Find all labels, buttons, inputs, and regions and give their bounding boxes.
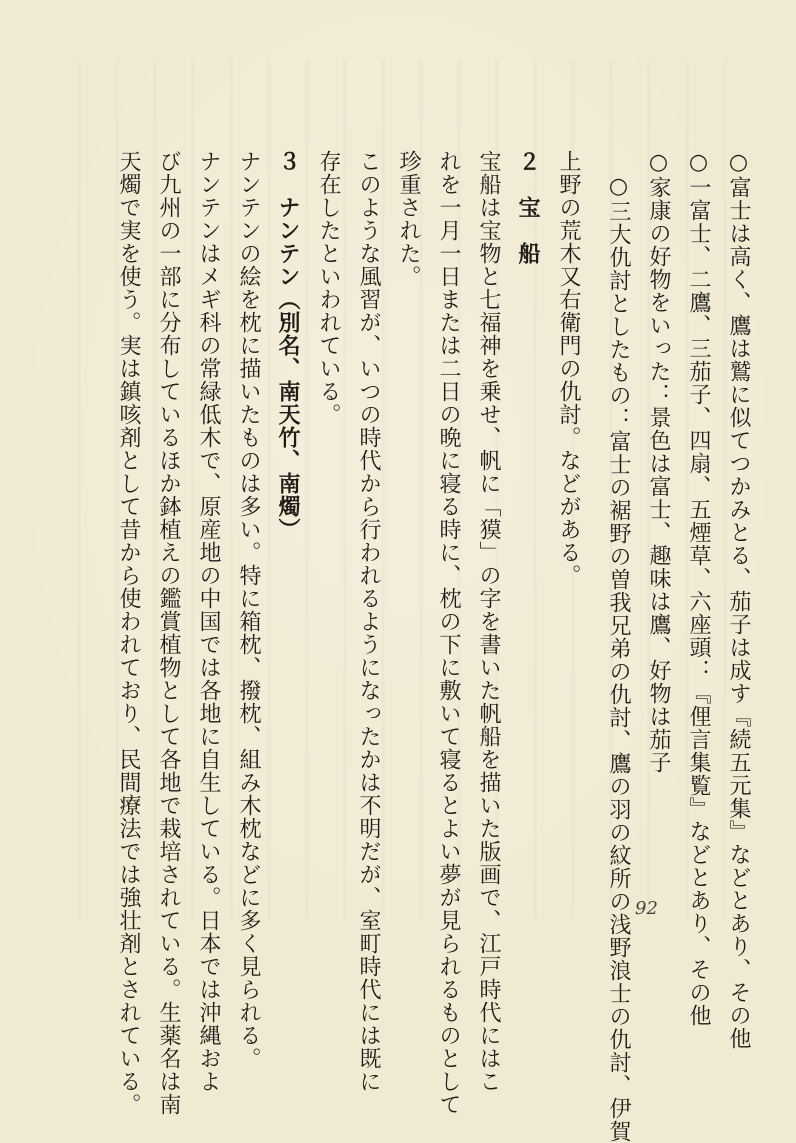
page-number: 92 [635, 898, 658, 919]
text-line: ナンテンはメギ科の常緑低木で、原産地の中国では各地に自生している。日本では沖縄およ [196, 150, 221, 1093]
text-line: ○富士は高く、鷹は鷲に似てつかみとる、茄子は成す『続五元集』などとあり、その他 [726, 150, 751, 1050]
text-line: 天燭で実を使う。実は鎮咳剤として昔から使われており、民間療法では強壮剤とされている。 [116, 150, 141, 1116]
section-heading: ２ 宝 船 [515, 150, 541, 265]
text-line: 存在したといわれている。 [316, 150, 341, 426]
text-line: ナンテンの絵を枕に描いたものは多い。特に箱枕、撥枕、組み木枕などに多く見られる。 [236, 150, 261, 1070]
text-line: ○一富士、二鷹、三茄子、四扇、五煙草、六座頭：『俚言集覧』などとあり、その他 [686, 150, 711, 1027]
section-heading: ３ ナンテン（別名、南天竹、南燭） [275, 150, 301, 541]
text-line: 宝船は宝物と七福神を乗せ、帆に「獏」の字を書いた帆船を描いた版画で、江戸時代にはこ [476, 150, 501, 1093]
text-line: ○三大仇討としたもの：富士の裾野の曽我兄弟の仇討、鷹の羽の紋所の浅野浪士の仇討、伊賀 [606, 174, 631, 1143]
text-line: 上野の荒木又右衛門の仇討。などがある。 [556, 150, 581, 587]
text-line: このような風習が、いつの時代から行われるようになったかは不明だが、室町時代には既に [356, 150, 381, 1093]
text-line: び九州の一部に分布しているほか鉢植えの鑑賞植物として各地で栽培されている。生薬名は南 [156, 150, 181, 1116]
text-line: ○家康の好物をいった：景色は富士、趣味は鷹、好物は茄子 [646, 150, 671, 774]
text-line: 珍重された。 [396, 150, 421, 288]
text-line: れを一月一日または二日の晩に寝る時に、枕の下に敷いて寝るとよい夢が見られるものとして [436, 150, 461, 1116]
